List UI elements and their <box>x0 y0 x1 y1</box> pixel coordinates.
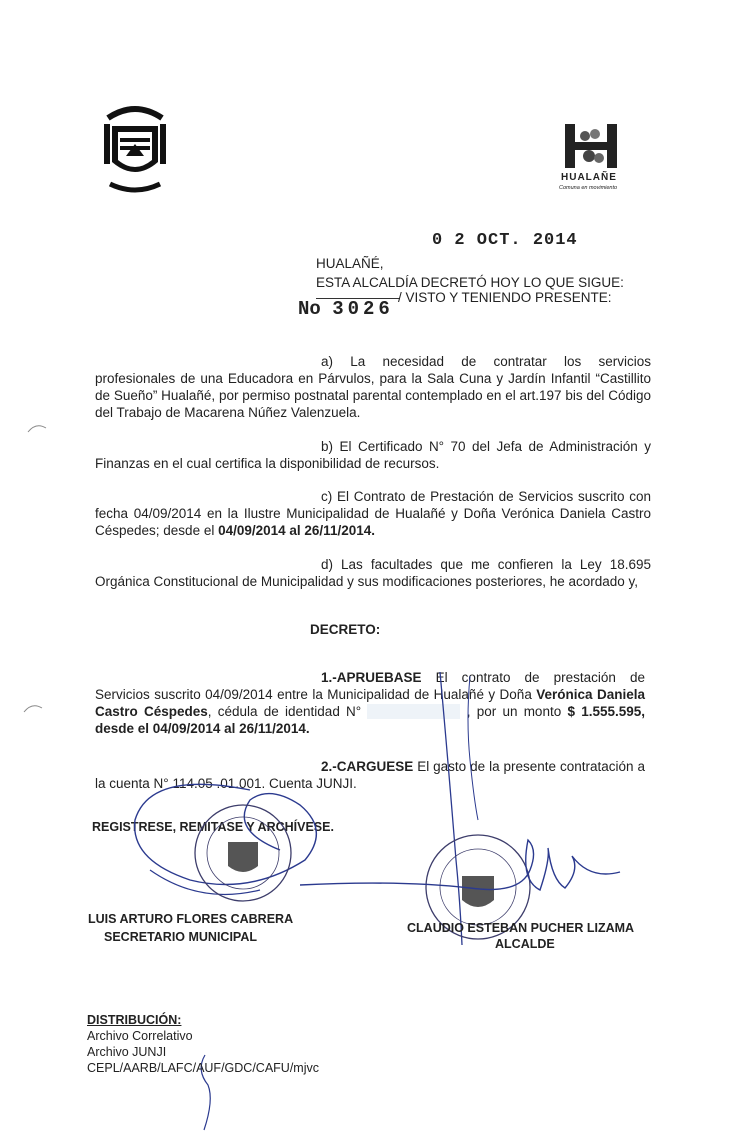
contract-amount: $ 1.555.595, desde el 04/09/2014 al 26/11/2014. <box>95 704 646 736</box>
vertical-pen-stroke <box>440 672 462 945</box>
number-prefix: No <box>298 298 321 320</box>
secretary-signature <box>135 784 317 884</box>
paragraph-a: a) La necesidad de contratar los servicios profesionales de una Educadora en Párvulos, para la Sala Cuna y Jardín Infantil “Castillito de Sueño” Hualañé, por permiso postnatal parental contemplado en el art.197 bis del Código del Trabajo de Macarena Núñez Valenzuela. <box>95 354 651 420</box>
punch-mark-bottom <box>24 706 42 712</box>
distribution-item: CEPL/AARB/LAFC/AUF/GDC/CAFU/mjvc <box>87 1061 319 1075</box>
decree-intro: ESTA ALCALDÍA DECRETÓ HOY LO QUE SIGUE: <box>316 275 624 290</box>
article-2-label: 2.-CARGUESE <box>321 759 414 774</box>
article-2: 2.-CARGUESE El gasto de la presente contratación a la cuenta N° 114.05 .01.001. Cuenta JUNJI. <box>95 759 645 791</box>
contractor-name: Verónica Daniela Castro Céspedes <box>95 687 645 719</box>
distribution-title: DISTRIBUCIÓN: <box>87 1013 182 1027</box>
paragraph-c-dates: 04/09/2014 al 26/11/2014. <box>218 523 375 538</box>
paragraph-c-text: c) El Contrato de Prestación de Servicios suscrito con fecha 04/09/2014 en la Ilustre Municipalidad de Hualañé y Doña Verónica Daniela Castro Céspedes; desde el <box>95 489 651 538</box>
mayor-name: CLAUDIO ESTEBAN PUCHER LIZAMA <box>407 921 635 935</box>
paragraph-b: b) El Certificado N° 70 del Jefa de Administración y Finanzas en el cual certifica la disponibilidad de recursos. <box>95 439 651 471</box>
distribution-item: Archivo Correlativo <box>87 1029 193 1043</box>
distribution-item: Archivo JUNJI <box>87 1045 167 1059</box>
secretary-name: LUIS ARTURO FLORES CABRERA <box>88 912 294 926</box>
brand-slogan: Comuna en movimiento <box>559 185 618 191</box>
number-value: 3026 <box>332 298 394 320</box>
secretary-title: SECRETARIO MUNICIPAL <box>104 930 258 944</box>
article-1-label: 1.-APRUEBASE <box>321 670 422 685</box>
date-stamp: 0 2 OCT. 2014 <box>432 231 578 250</box>
brand-name: HUALAÑE <box>561 172 617 183</box>
visto-line: / VISTO Y TENIENDO PRESENTE: <box>398 290 612 305</box>
paragraph-d: d) Las facultades que me confieren la Ley 18.695 Orgánica Constitucional de Municipalidad y sus modificaciones posteriores, he acordado y, <box>95 557 651 589</box>
mayor-title: ALCALDE <box>495 937 555 951</box>
closing-line: REGISTRESE, REMITASE Y ARCHÍVESE. <box>92 820 334 834</box>
distribution-block <box>87 1012 319 1076</box>
place-line: HUALAÑÉ, <box>316 256 384 271</box>
punch-mark-top <box>28 426 46 432</box>
mayor-signature <box>300 840 620 890</box>
article-1: 1.-APRUEBASE El contrato de prestación de Servicios suscrito 04/09/2014 entre la Municipalidad de Hualañé y Doña Verónica Daniela Castro Céspedes, cédula de identidad N° , por un monto $ 1.555.595, desde el 04/09/2014 al 26/11/2014. <box>95 670 646 736</box>
decreto-heading: DECRETO: <box>310 622 381 637</box>
